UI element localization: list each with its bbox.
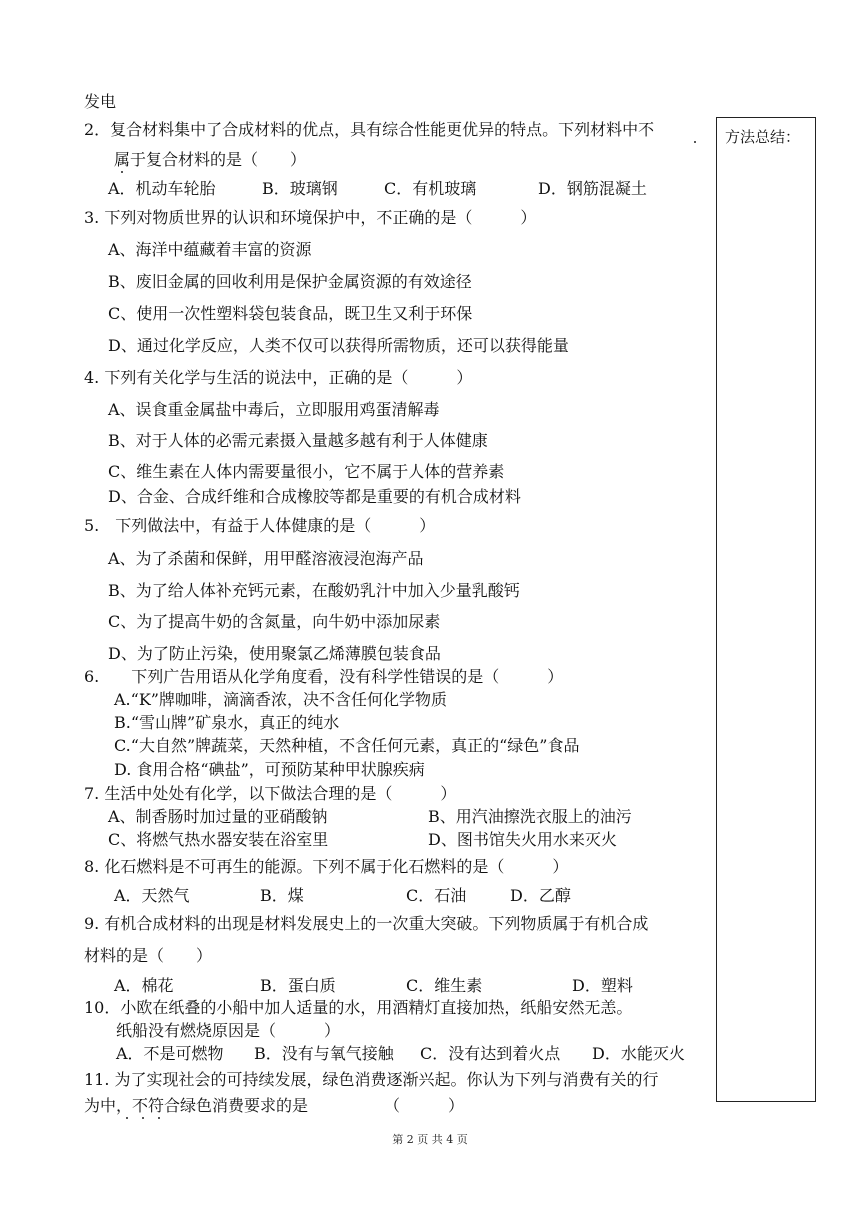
q8-option-a: A．天然气 (114, 886, 190, 905)
q6-option-c: C.“大自然”牌蔬菜，天然种植，不含任何元素，真正的“绿色”食品 (114, 736, 580, 755)
question-9-stem-cont: 材料的是（ ） (84, 946, 213, 965)
q6-option-a: A.“K”牌咖啡，滴滴香浓，决不含任何化学物质 (114, 690, 447, 709)
q10-option-b: B．没有与氧气接触 (254, 1044, 394, 1063)
q3-option-d: D、通过化学反应，人类不仅可以获得所需物质，还可以获得能量 (108, 336, 569, 355)
q5-option-d: D、为了防止污染，使用聚氯乙烯薄膜包装食品 (108, 644, 441, 663)
question-8-stem: 8. 化石燃料是不可再生的能源。下列不属于化石燃料的是（ ） (84, 857, 569, 876)
question-4-stem: 4. 下列有关化学与生活的说法中，正确的是（ ） (84, 368, 473, 387)
q3-option-a: A、海洋中蕴藏着丰富的资源 (108, 240, 312, 259)
question-11-stem: 11. 为了实现社会的可持续发展，绿色消费逐渐兴起。你认为下列与消费有关的行 (84, 1070, 659, 1089)
q6-option-b: B.“雪山牌”矿泉水，真正的纯水 (114, 713, 340, 732)
page-footer: 第 2 页 共 4 页 (392, 1133, 468, 1146)
question-6-stem: 6. 下列广告用语从化学角度看，没有科学性错误的是（ ） (84, 667, 564, 686)
q3-option-c: C、使用一次性塑料袋包装食品，既卫生又利于环保 (108, 304, 473, 323)
question-10-stem: 10．小欧在纸叠的小船中加人适量的水，用酒精灯直接加热，纸船安然无恙。 (84, 998, 633, 1017)
q9-option-c: C．维生素 (406, 976, 483, 995)
q4-option-a: A、误食重金属盐中毒后，立即服用鸡蛋清解毒 (108, 400, 440, 419)
emphasis-dot (694, 141, 696, 143)
q7-option-c: C、将燃气热水器安装在浴室里 (108, 830, 329, 849)
question-2-stem: 2．复合材料集中了合成材料的优点，具有综合性能更优异的特点。下列材料中不 (84, 120, 655, 139)
q2-option-a: A．机动车轮胎 (108, 179, 216, 198)
q9-option-b: B．蛋白质 (260, 976, 336, 995)
q10-option-d: D．水能灭火 (592, 1044, 685, 1063)
q8-option-b: B．煤 (260, 886, 304, 905)
q9-option-a: A．棉花 (114, 976, 174, 995)
question-10-stem-cont: 纸船没有燃烧原因是（ ） (116, 1021, 341, 1040)
q8-option-d: D．乙醇 (510, 886, 571, 905)
question-9-stem: 9. 有机合成材料的出现是材料发展史上的一次重大突破。下列物质属于有机合成 (84, 914, 649, 933)
q7-option-b: B、用汽油擦洗衣服上的油污 (428, 807, 632, 826)
q4-option-c: C、维生素在人体内需要量很小，它不属于人体的营养素 (108, 462, 505, 481)
question-7-stem: 7. 生活中处处有化学，以下做法合理的是（ ） (84, 784, 457, 803)
emphasis-dot (121, 171, 123, 173)
q7-option-a: A、制香肠时加过量的亚硝酸钠 (108, 807, 328, 826)
question-2-stem-cont: 属于复合材料的是（ ） (114, 150, 307, 169)
emphasis-dot (142, 1117, 144, 1119)
q8-option-c: C．石油 (406, 886, 467, 905)
q5-option-b: B、为了给人体补充钙元素，在酸奶乳汁中加入少量乳酸钙 (108, 581, 520, 600)
q4-option-b: B、对于人体的必需元素摄入量越多越有利于人体健康 (108, 431, 488, 450)
emphasis-dot (126, 1117, 128, 1119)
q5-option-a: A、为了杀菌和保鲜，用甲醛溶液浸泡海产品 (108, 549, 424, 568)
q2-option-b: B．玻璃钢 (262, 179, 338, 198)
q3-option-b: B、废旧金属的回收利用是保护金属资源的有效途径 (108, 272, 472, 291)
q4-option-d: D、合金、合成纤维和合成橡胶等都是重要的有机合成材料 (108, 487, 521, 506)
question-5-stem: 5. 下列做法中，有益于人体健康的是（ ） (84, 516, 436, 535)
question-11-stem-cont: 为中，不符合绿色消费要求的是 (84, 1096, 309, 1115)
q2-option-c: C．有机玻璃 (384, 179, 477, 198)
q2-option-d: D．钢筋混凝土 (538, 179, 647, 198)
emphasis-dot (158, 1117, 160, 1119)
q10-option-c: C．没有达到着火点 (420, 1044, 561, 1063)
question-11-answer-blank: （ ） (384, 1096, 465, 1115)
q5-option-c: C、为了提高牛奶的含氮量，向牛奶中添加尿素 (108, 612, 441, 631)
method-summary-title: 方法总结： (725, 128, 801, 146)
q6-option-d: D. 食用合格“碘盐”，可预防某种甲状腺疾病 (114, 760, 425, 779)
q7-option-d: D、图书馆失火用水来灭火 (428, 830, 617, 849)
continuation-text: 发电 (84, 92, 117, 111)
q9-option-d: D．塑料 (572, 976, 633, 995)
q10-option-a: A．不是可燃物 (116, 1044, 224, 1063)
method-summary-box (716, 117, 816, 1102)
question-3-stem: 3. 下列对物质世界的认识和环境保护中，不正确的是（ ） (84, 208, 537, 227)
